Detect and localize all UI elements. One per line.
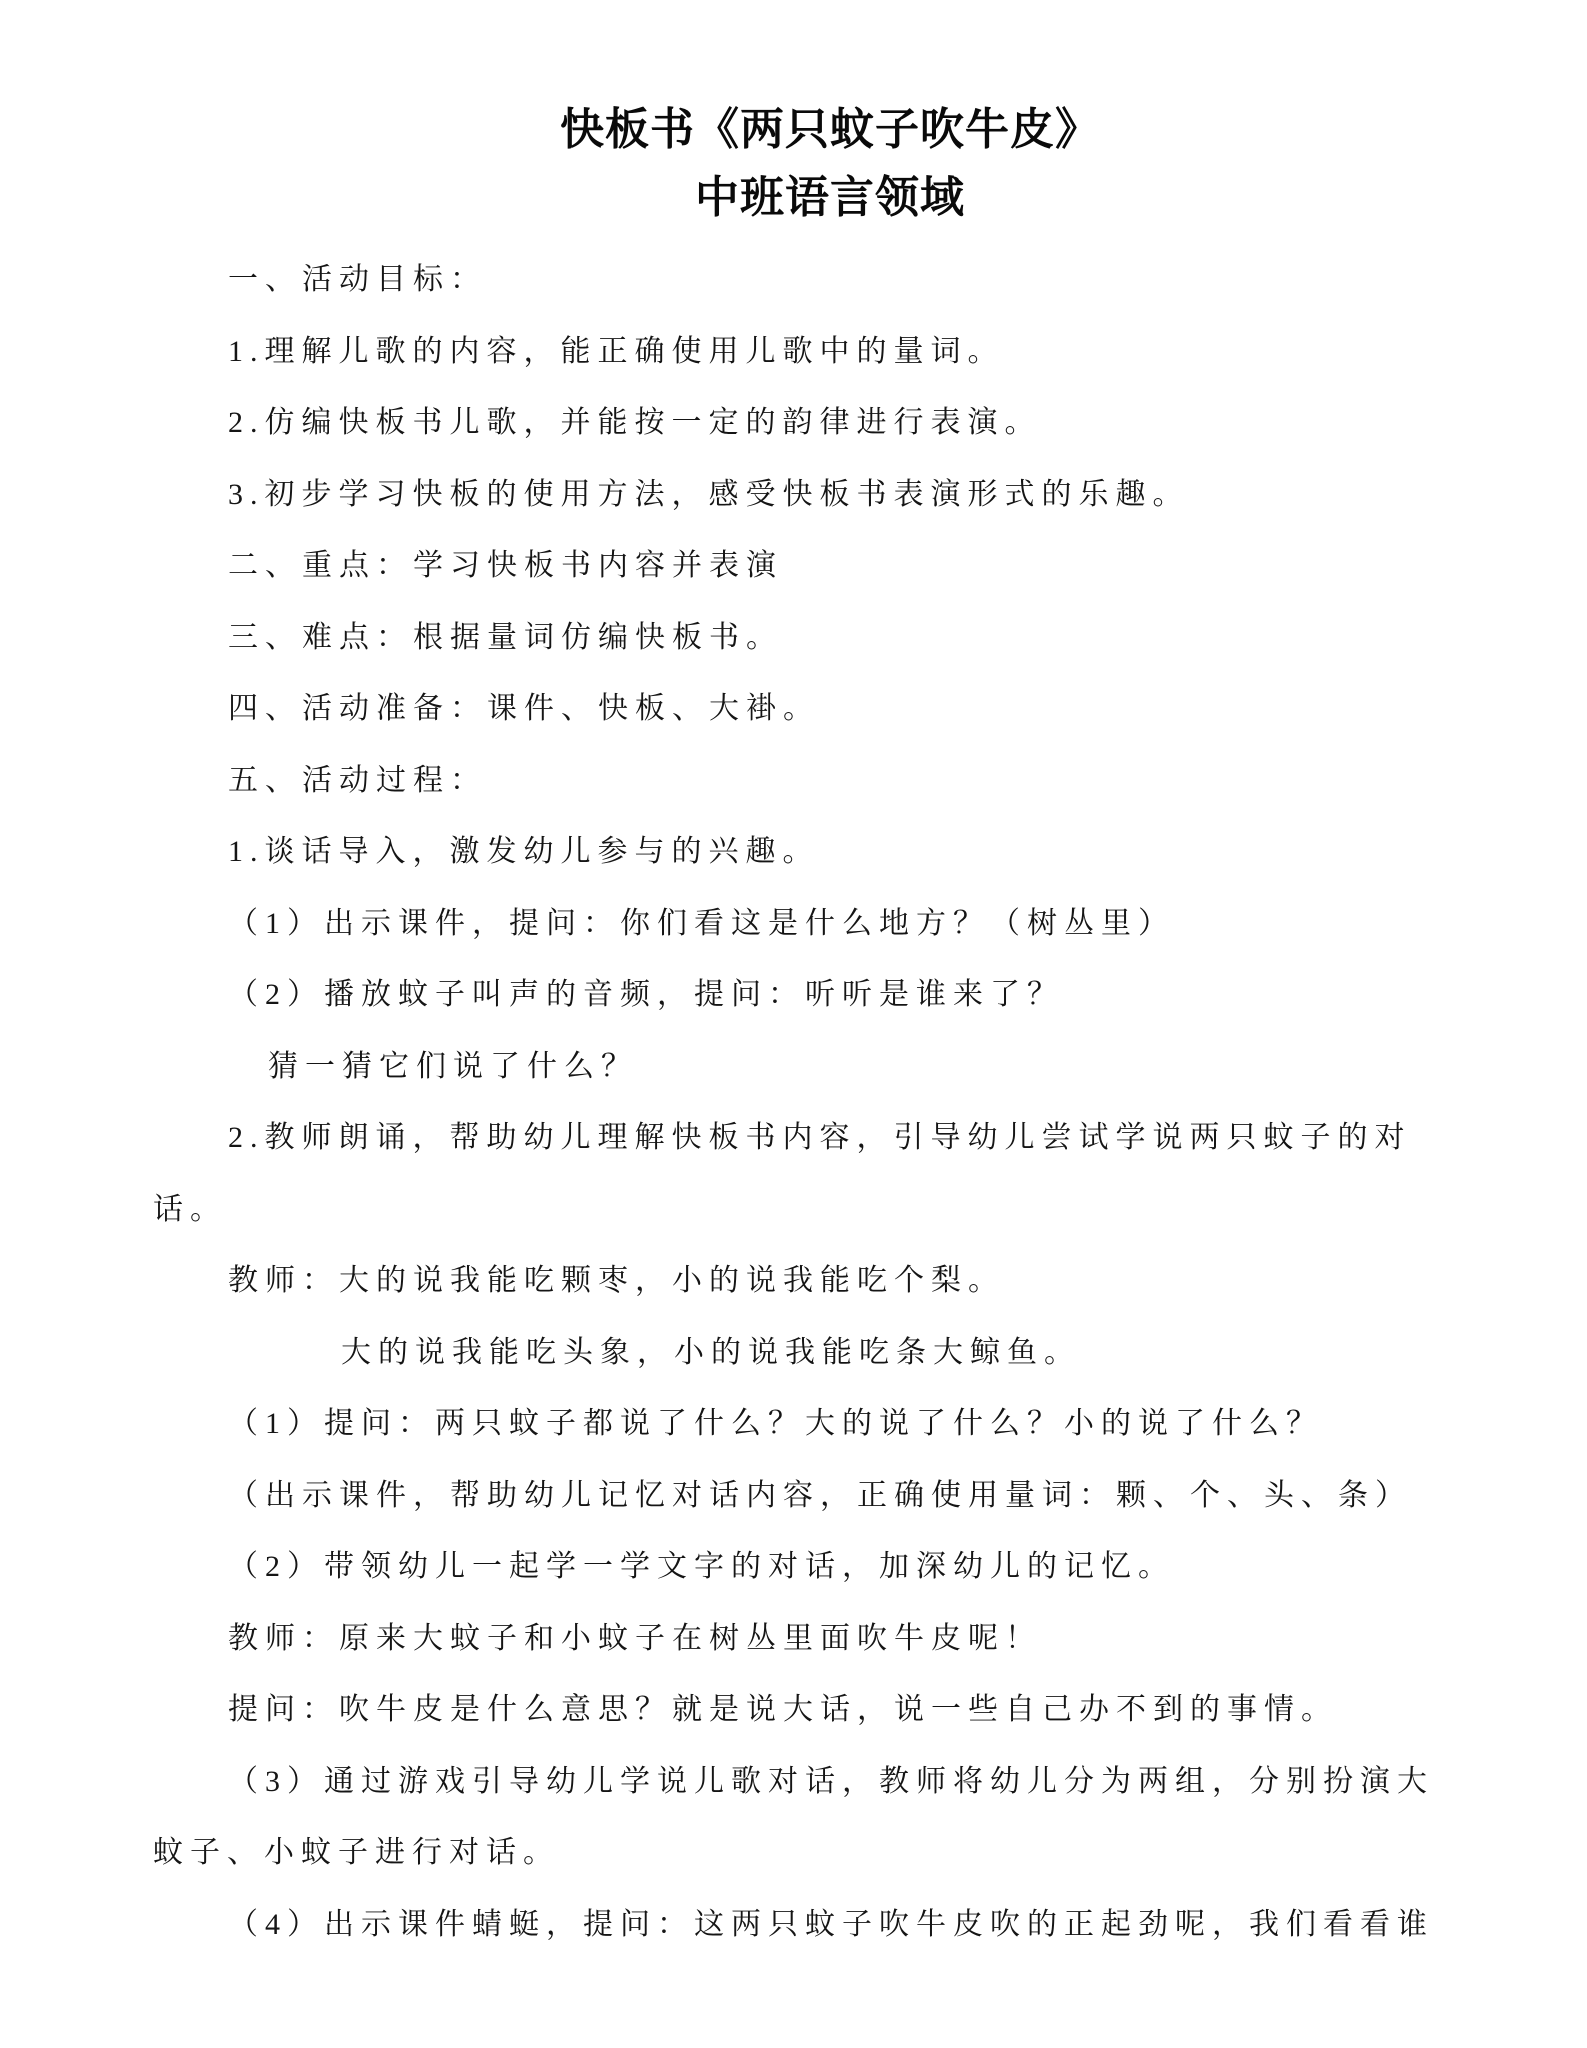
section-heading-goals: 一、活动目标： xyxy=(228,263,487,296)
document-body xyxy=(153,244,1453,1960)
process-substep-wrap: 蚊子、小蚊子进行对话。 xyxy=(153,1836,560,1869)
section-difficulty: 三、难点：根据量词仿编快板书。 xyxy=(228,620,783,654)
section-preparation: 四、活动准备：课件、快板、大褂。 xyxy=(228,692,820,725)
teacher-dialogue: 教师：大的说我能吃颗枣，小的说我能吃个梨。 xyxy=(228,1264,1005,1297)
process-substep: （2）播放蚊子叫声的音频，提问：听听是谁来了？ xyxy=(228,978,1064,1011)
document-subtitle: 中班语言领域 xyxy=(695,172,965,223)
question-line: 提问：吹牛皮是什么意思？就是说大话，说一些自己办不到的事情。 xyxy=(228,1693,1338,1726)
process-step-2: 2.教师朗诵，帮助幼儿理解快板书内容，引导幼儿尝试学说两只蚊子的对 xyxy=(228,1121,1412,1154)
section-heading-process: 五、活动过程： xyxy=(228,763,487,797)
process-step-1: 1.谈话导入，激发幼儿参与的兴趣。 xyxy=(228,835,820,868)
process-step-2-wrap: 话。 xyxy=(153,1192,227,1226)
teacher-dialogue: 教师：原来大蚊子和小蚊子在树丛里面吹牛皮呢！ xyxy=(228,1621,1042,1655)
section-key-point: 二、重点：学习快板书内容并表演 xyxy=(228,549,783,582)
process-substep: （4）出示课件蜻蜓，提问：这两只蚊子吹牛皮吹的正起劲呢，我们看看谁 xyxy=(228,1907,1434,1941)
goal-item-3: 3.初步学习快板的使用方法，感受快板书表演形式的乐趣。 xyxy=(228,477,1190,511)
process-substep: （1）出示课件，提问：你们看这是什么地方？（树丛里） xyxy=(228,906,1175,940)
process-substep-continued: 猜一猜它们说了什么？ xyxy=(268,1049,638,1083)
process-substep: （2）带领幼儿一起学一学文字的对话，加深幼儿的记忆。 xyxy=(228,1550,1175,1583)
goal-item-2: 2.仿编快板书儿歌，并能按一定的韵律进行表演。 xyxy=(228,406,1042,439)
process-substep: （3）通过游戏引导幼儿学说儿歌对话，教师将幼儿分为两组，分别扮演大 xyxy=(228,1764,1434,1798)
teacher-dialogue-continued: 大的说我能吃头象，小的说我能吃条大鲸鱼。 xyxy=(341,1335,1081,1369)
document-title: 快板书《两只蚊子吹牛皮》 xyxy=(560,104,1100,155)
goal-item-1: 1.理解儿歌的内容，能正确使用儿歌中的量词。 xyxy=(228,334,1005,368)
process-note: （出示课件，帮助幼儿记忆对话内容，正确使用量词：颗、个、头、条） xyxy=(228,1478,1412,1512)
process-substep: （1）提问：两只蚊子都说了什么？大的说了什么？小的说了什么？ xyxy=(228,1407,1323,1440)
